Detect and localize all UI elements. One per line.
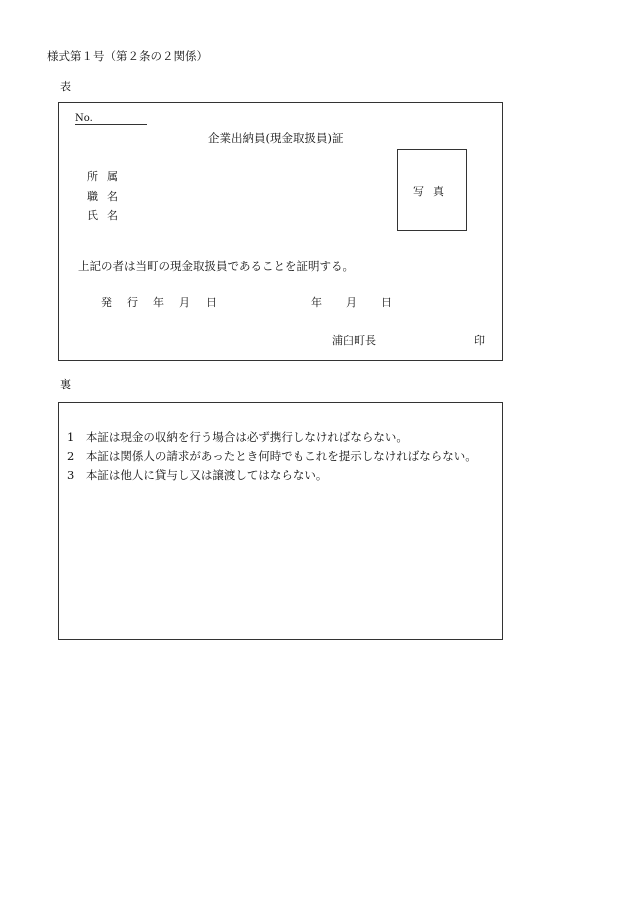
field-job-title: 職名	[87, 190, 127, 203]
certification-text: 上記の者は当町の現金取扱員であることを証明する。	[78, 259, 354, 273]
seal-mark: 印	[474, 334, 485, 347]
issue-char-1: 発	[101, 296, 112, 309]
number-underline	[75, 124, 147, 125]
date-year: 年	[311, 296, 322, 309]
rule-item-2: 2 本証は関係人の請求があったとき何時でもこれを提示しなければならない。	[67, 449, 477, 463]
issue-char-4: 月	[179, 296, 190, 309]
issue-char-3: 年	[153, 296, 164, 309]
card-title: 企業出納員(現金取扱員)証	[208, 131, 344, 145]
issuer-mayor: 浦臼町長	[332, 334, 376, 347]
issue-char-5: 日	[206, 296, 217, 309]
date-day: 日	[381, 296, 392, 309]
field-affiliation: 所属	[87, 170, 127, 183]
front-side-label: 表	[60, 80, 71, 93]
back-side-label: 裏	[60, 378, 71, 391]
form-number-label: 様式第１号（第２条の２関係）	[47, 49, 208, 63]
rule-item-1: 1 本証は現金の収納を行う場合は必ず携行しなければならない。	[67, 430, 408, 444]
date-month: 月	[346, 296, 357, 309]
field-name: 氏名	[87, 209, 127, 222]
number-label: No.	[75, 113, 93, 124]
issue-char-2: 行	[127, 296, 138, 309]
photo-label: 写真	[413, 185, 453, 198]
rule-item-3: 3 本証は他人に貸与し又は譲渡してはならない。	[67, 468, 328, 482]
